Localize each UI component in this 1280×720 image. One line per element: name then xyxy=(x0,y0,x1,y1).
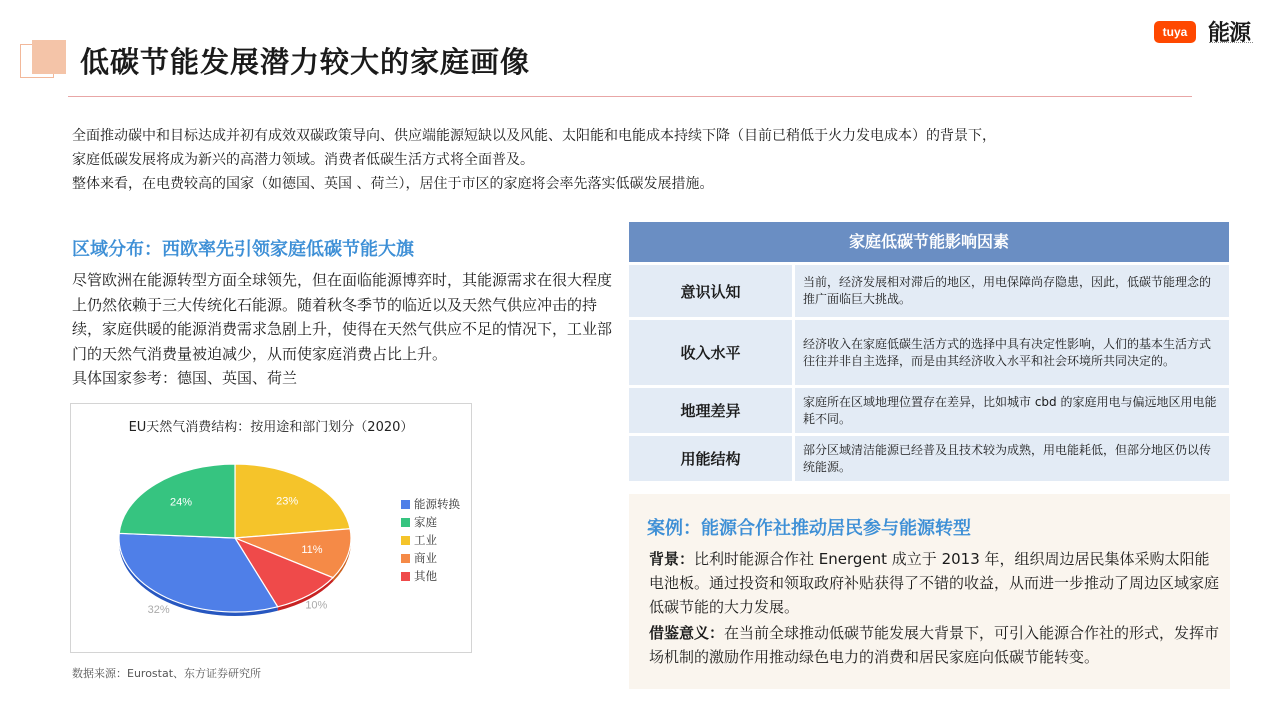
region-section-body xyxy=(72,268,624,391)
legend-swatch xyxy=(401,518,410,527)
pie-data-label: 23% xyxy=(276,495,299,508)
legend-swatch xyxy=(401,554,410,563)
pie-chart-panel xyxy=(70,403,472,653)
factor-row xyxy=(629,385,1229,433)
legend-label: 其他 xyxy=(414,569,437,583)
legend-item xyxy=(401,495,460,513)
intro-text xyxy=(72,124,1202,196)
legend-item xyxy=(401,531,460,549)
pie-data-label: 32% xyxy=(147,604,170,617)
factor-row xyxy=(629,262,1229,317)
page-title: 低碳节能发展潜力较大的家庭画像 xyxy=(80,45,531,79)
legend-item xyxy=(401,549,460,567)
case-reference xyxy=(649,621,1221,669)
case-background-text: 比利时能源合作社 Energent 成立于 2013 年，组织周边居民集体采购太阳能电池板。通过投资和领取政府补贴获得了不错的收益，从而进一步推动了周边区域家庭低碳节能的大力发展。 xyxy=(649,550,1220,616)
factors-table xyxy=(629,222,1229,481)
brand-logo: 能源 xyxy=(1208,21,1251,46)
case-background xyxy=(649,547,1221,619)
factor-description: 部分区域清洁能源已经普及且技术较为成熟，用电能耗低，但部分地区仍以传统能源。 xyxy=(803,442,1212,474)
factor-name: 收入水平 xyxy=(629,320,795,385)
chart-legend xyxy=(401,495,460,585)
intro-line-1: 全面推动碳中和目标达成并初有成效双碳政策导向、供应端能源短缺以及风能、太阳能和电能成本持续下降（目前已稍低于火力发电成本）的背景下， xyxy=(72,128,996,144)
factor-name: 意识认知 xyxy=(629,265,795,317)
factor-description: 当前，经济发展相对滞后的地区，用电保障尚存隐患，因此，低碳节能理念的推广面临巨大挑战。 xyxy=(803,275,1212,306)
legend-label: 工业 xyxy=(414,533,437,547)
pie-data-label: 11% xyxy=(301,543,323,556)
title-decoration-fill xyxy=(32,40,66,74)
factor-name: 地理差异 xyxy=(629,388,795,433)
legend-item xyxy=(401,567,460,585)
factor-row xyxy=(629,317,1229,385)
case-study-title: 案例：能源合作社推动居民参与能源转型 xyxy=(647,518,971,539)
factor-name: 用能结构 xyxy=(629,436,795,481)
intro-line-3: 整体来看，在电费较高的国家（如德国、英国 、荷兰），居住于市区的家庭将会率先落实低碳发展措施。 xyxy=(72,176,714,192)
region-country-reference: 具体国家参考：德国、英国、荷兰 xyxy=(72,369,298,387)
data-source-note: 数据来源：Eurostat、东方证券研究所 xyxy=(72,667,262,680)
case-study-body xyxy=(649,547,1221,671)
factor-row xyxy=(629,433,1229,481)
case-reference-label: 借鉴意义： xyxy=(649,624,725,642)
legend-label: 能源转换 xyxy=(414,497,460,511)
legend-swatch xyxy=(401,500,410,509)
intro-line-2: 家庭低碳发展将成为新兴的高潜力领域。消费者低碳生活方式将全面普及。 xyxy=(72,152,534,168)
region-section-title: 区域分布：西欧率先引领家庭低碳节能大旗 xyxy=(72,239,414,260)
brand-logo-underline xyxy=(1209,42,1253,44)
case-study-panel xyxy=(629,494,1230,689)
factor-description: 家庭所在区域地理位置存在差异，比如城市 cbd 的家庭用电与偏远地区用电能耗不同。 xyxy=(803,394,1217,426)
title-divider xyxy=(68,96,1192,97)
legend-label: 商业 xyxy=(414,551,437,565)
legend-swatch xyxy=(401,536,410,545)
factor-description: 经济收入在家庭低碳生活方式的选择中具有决定性影响，人们的基本生活方式往往并非自主选择，而是由其经济收入水平和社会环境所共同决定的。 xyxy=(803,336,1212,368)
chart-title: EU天然气消费结构：按用途和部门划分（2020） xyxy=(128,420,414,435)
factors-table-header: 家庭低碳节能影响因素 xyxy=(629,222,1229,262)
legend-swatch xyxy=(401,572,410,581)
pie-data-label: 10% xyxy=(305,599,328,612)
tuya-logo: tuya xyxy=(1154,21,1196,43)
legend-label: 家庭 xyxy=(414,515,437,529)
region-paragraph: 尽管欧洲在能源转型方面全球领先，但在面临能源博弈时，其能源需求在很大程度上仍然依赖于三大传统化石能源。随着秋冬季节的临近以及天然气供应冲击的持续，家庭供暖的能源消费需求急剧上升，使得在天然气供应不足的情况下，工业部门的天然气消费量被迫减少，从而使家庭消费占比上升。 xyxy=(72,271,613,363)
case-background-label: 背景： xyxy=(649,550,695,568)
legend-item xyxy=(401,513,460,531)
pie-data-label: 24% xyxy=(169,496,193,509)
case-reference-text: 在当前全球推动低碳节能发展大背景下，可引入能源合作社的形式，发挥市场机制的激励作用推动绿色电力的消费和居民家庭向低碳节能转变。 xyxy=(649,624,1220,666)
